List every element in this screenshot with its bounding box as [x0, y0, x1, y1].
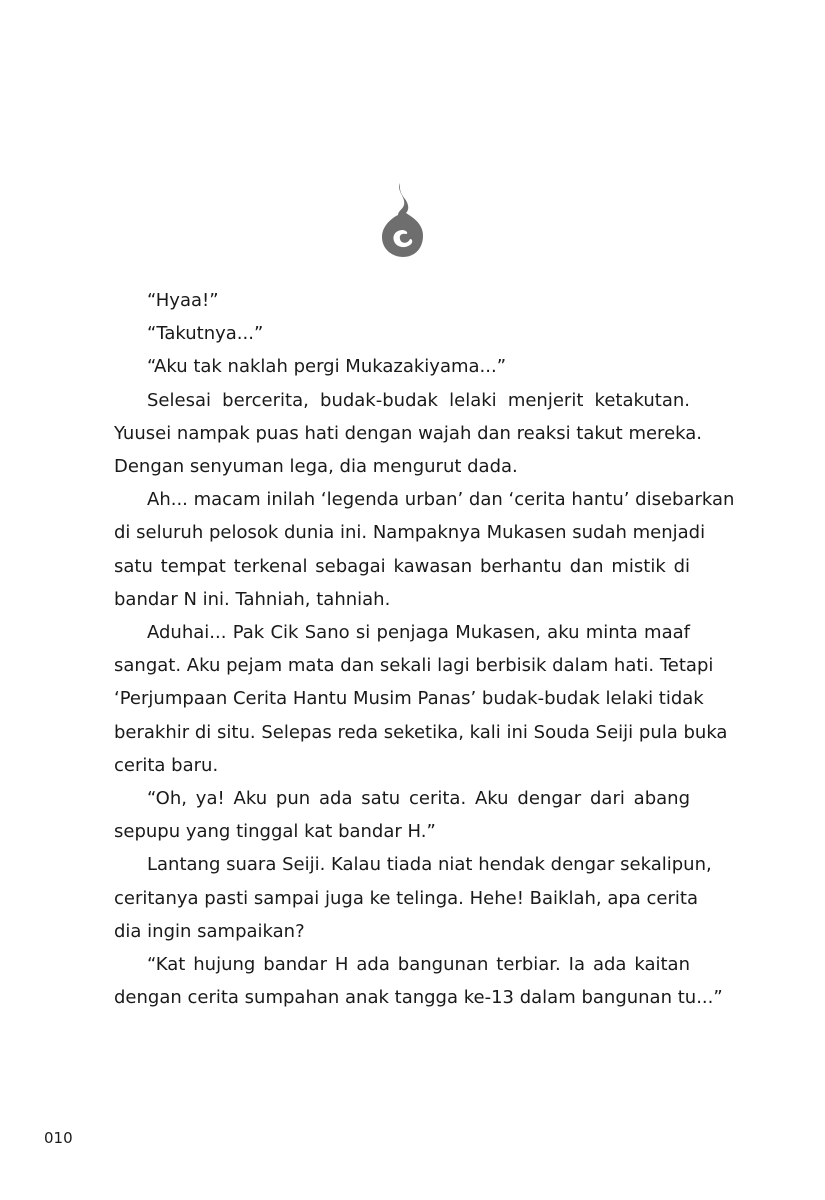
paragraph [114, 284, 690, 317]
paragraph [114, 848, 712, 948]
text-line: sangat. Aku pejam mata dan sekali lagi berbisik dalam hati. Tetapi [114, 655, 714, 677]
flame-icon [380, 183, 424, 257]
text-line: Lantang suara Seiji. Kalau tiada niat hendak dengar sekalipun, [147, 854, 712, 876]
text-line: “Takutnya...” [147, 323, 264, 345]
text-line: satu tempat terkenal sebagai kawasan berhantu dan mistik di [114, 555, 690, 577]
text-line: berakhir di situ. Selepas reda seketika, kali ini Souda Seiji pula buka [114, 721, 728, 743]
text-line: bandar N ini. Tahniah, tahniah. [114, 588, 391, 610]
text-line: ‘Perjumpaan Cerita Hantu Musim Panas’ budak-budak lelaki tidak [114, 688, 704, 710]
paragraph [114, 948, 723, 1014]
text-line: dengan cerita sumpahan anak tangga ke-13 dalam bangunan tu...” [114, 987, 723, 1009]
text-line: di seluruh pelosok dunia ini. Nampaknya Mukasen sudah menjadi [114, 522, 706, 544]
paragraph [114, 782, 690, 848]
paragraph [114, 384, 702, 484]
text-line: Aduhai... Pak Cik Sano si penjaga Mukasen, aku minta maaf [147, 622, 690, 644]
text-line: Dengan senyuman lega, dia mengurut dada. [114, 456, 518, 478]
text-line: ceritanya pasti sampai juga ke telinga. Hehe! Baiklah, apa cerita [114, 887, 698, 909]
text-line: “Aku tak naklah pergi Mukazakiyama...” [147, 356, 507, 378]
paragraph [114, 616, 728, 782]
text-line: “Hyaa!” [147, 290, 219, 311]
text-line: cerita baru. [114, 754, 219, 776]
text-line: dia ingin sampaikan? [114, 920, 305, 942]
page-number: 010 [44, 1129, 73, 1147]
text-line: Selesai bercerita, budak-budak lelaki menjerit ketakutan. [147, 389, 690, 411]
text-line: sepupu yang tinggal kat bandar H.” [114, 821, 436, 843]
text-line: “Oh, ya! Aku pun ada satu cerita. Aku dengar dari abang [147, 788, 690, 810]
paragraph [114, 317, 690, 350]
paragraph [114, 483, 735, 616]
text-line: “Kat hujung bandar H ada bangunan terbiar. Ia ada kaitan [147, 954, 690, 976]
text-line: Ah... macam inilah ‘legenda urban’ dan ‘cerita hantu’ disebarkan [147, 489, 735, 511]
body-text [114, 284, 735, 1014]
paragraph [114, 350, 690, 383]
text-line: Yuusei nampak puas hati dengan wajah dan reaksi takut mereka. [114, 422, 702, 444]
